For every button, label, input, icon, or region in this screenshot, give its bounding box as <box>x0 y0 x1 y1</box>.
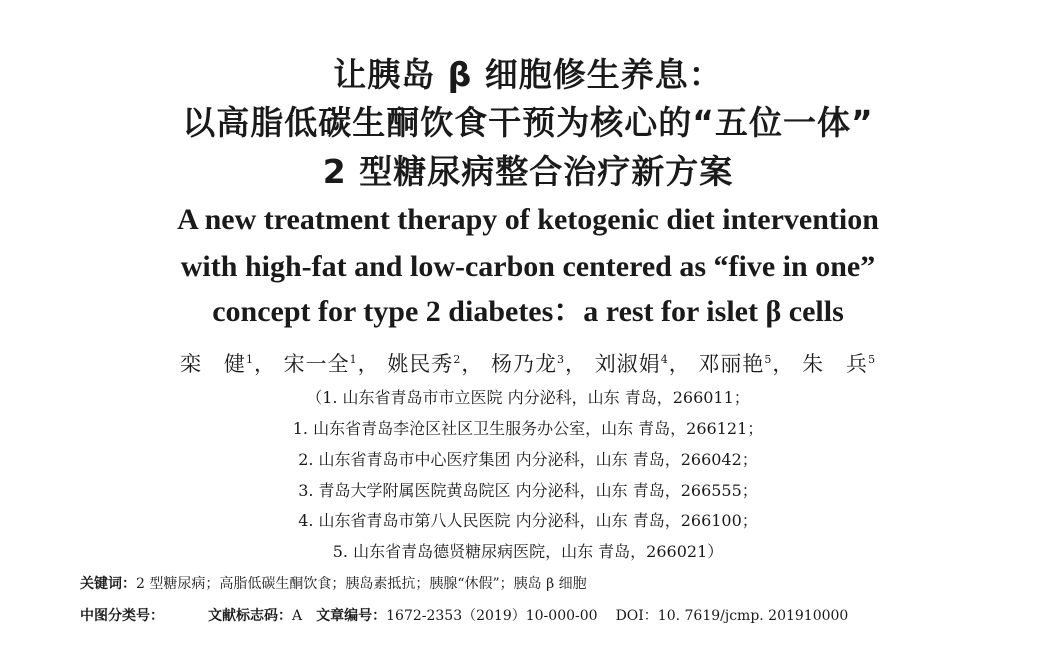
author-affiliation-mark: 5 <box>868 353 877 366</box>
affiliation-line: 4. 山东省青岛市第八人民医院 内分泌科，山东 青岛，266100； <box>298 511 758 530</box>
author-separator: ， <box>461 352 484 376</box>
author-affiliation-mark: 1 <box>349 353 358 366</box>
author-list <box>0 349 1056 379</box>
author-name: 邓丽艳 <box>698 352 765 376</box>
doc-code-label: 文献标志码： <box>208 608 292 624</box>
chinese-title-line-2: 以高脂低碳生酮饮食干预为核心的“五位一体” <box>182 103 874 142</box>
author-name: 杨乃龙 <box>491 352 557 376</box>
english-title-line-3: concept for type 2 diabetes：a rest for islet β cells <box>212 295 844 328</box>
classification-line <box>80 605 848 627</box>
author-affiliation-mark: 4 <box>660 353 669 366</box>
author-affiliation-mark: 1 <box>245 353 254 366</box>
author-affiliation-mark: 3 <box>557 353 565 366</box>
author-separator: ， <box>565 352 587 376</box>
author-name: 刘淑娟 <box>594 352 661 376</box>
english-title-line-2: with high-fat and low-carbon centered as “five in one” <box>180 250 876 283</box>
keywords-label: 关键词： <box>80 576 136 592</box>
doc-code-value: A <box>292 608 303 624</box>
author-separator: ， <box>668 352 691 376</box>
author-separator: ， <box>357 352 380 376</box>
english-title-line-1: A new treatment therapy of ketogenic diet intervention <box>177 203 879 236</box>
affiliation-line: 1. 山东省青岛李沧区社区卫生服务办公室，山东 青岛，266121； <box>292 419 764 438</box>
doi-label: DOI： <box>615 608 658 624</box>
author-affiliation-mark: 2 <box>453 353 462 366</box>
affiliation-line: 3. 青岛大学附属医院黄岛院区 内分泌科，山东 青岛，266555； <box>298 481 758 500</box>
affiliation-line: 5. 山东省青岛德贤糖尿病医院，山东 青岛，266021） <box>332 542 724 561</box>
affiliation-line: 2. 山东省青岛市中心医疗集团 内分泌科，山东 青岛，266042； <box>298 450 758 469</box>
article-number-label: 文章编号： <box>316 608 387 624</box>
chinese-title-line-3: 2 型糖尿病整合治疗新方案 <box>322 152 734 191</box>
author-affiliation-mark: 5 <box>764 353 773 366</box>
author-separator: ， <box>253 352 276 376</box>
affiliation-line: （1. 山东省青岛市市立医院 内分泌科，山东 青岛，266011； <box>306 388 750 407</box>
author-separator: ， <box>772 352 795 376</box>
author-name: 宋一全 <box>283 352 350 376</box>
author-name: 栾 健 <box>179 352 246 376</box>
author-name: 姚民秀 <box>387 352 454 376</box>
doi-value: 10. 7619/jcmp. 201910000 <box>657 608 849 624</box>
author-name: 朱 兵 <box>802 352 869 376</box>
article-number-value: 1672-2353（2019）10-000-00 <box>386 608 598 624</box>
keywords-line <box>80 573 587 595</box>
clc-label: 中图分类号： <box>80 608 164 624</box>
chinese-title-line-1: 让胰岛 β 细胞修生养息： <box>333 55 723 94</box>
keywords-value: 2 型糖尿病；高脂低碳生酮饮食；胰岛素抵抗；胰腺“休假”；胰岛 β 细胞 <box>136 576 587 592</box>
